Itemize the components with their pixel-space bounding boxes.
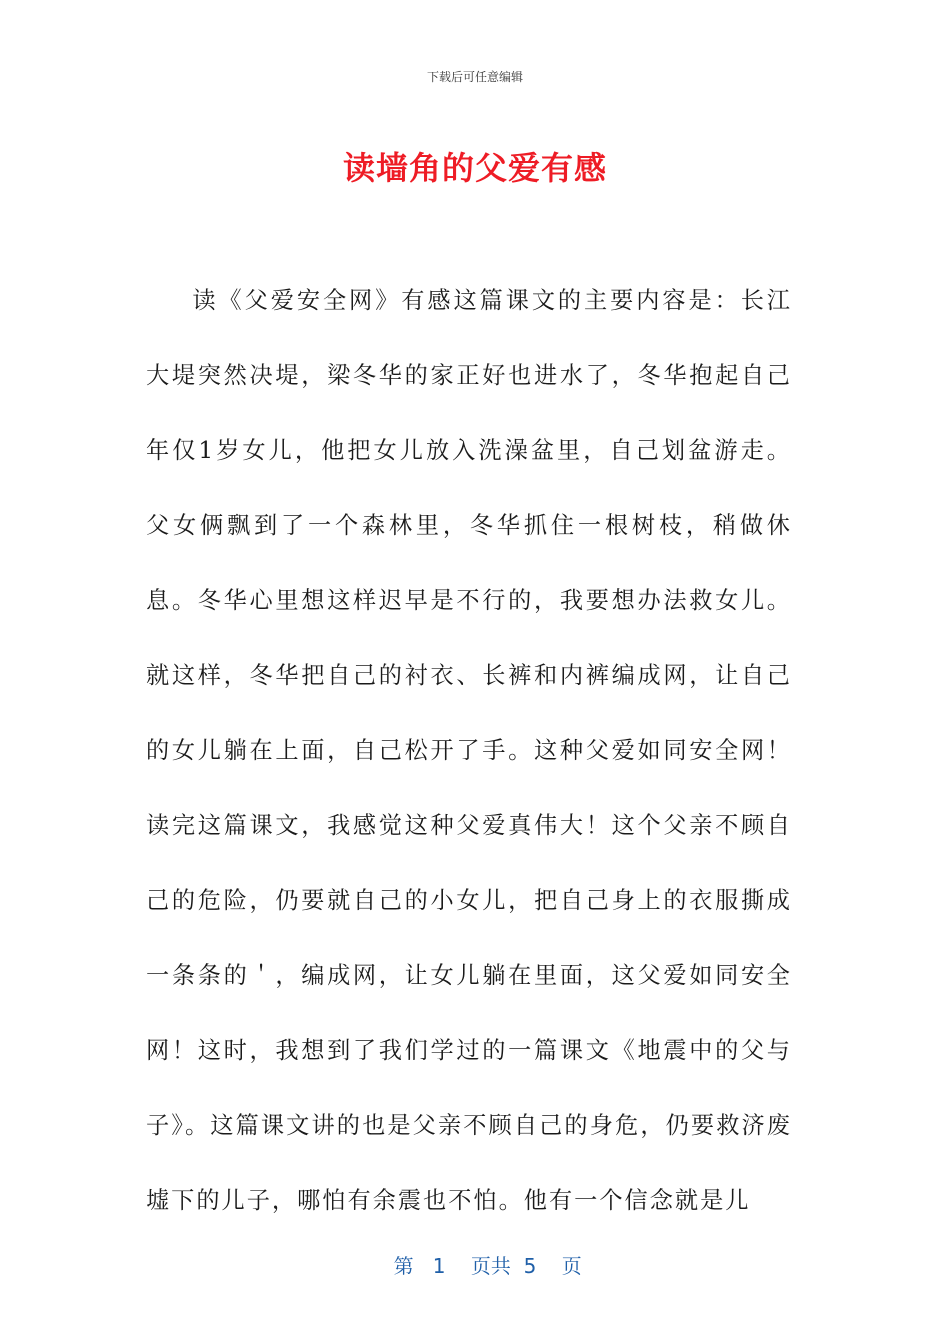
footer-prefix: 第 [393,1254,414,1278]
footer-middle: 页共 [470,1254,511,1278]
footer-current-page: 1 [432,1254,446,1278]
footer-suffix: 页 [561,1254,582,1278]
body-paragraph: 读《父爱安全网》有感这篇课文的主要内容是：长江大堤突然决堤，梁冬华的家正好也进水了，冬华抱起自己年仅1岁女儿，他把女儿放入洗澡盆里，自己划盆游走。父女俩飘到了一个森林里，冬华抓住一根树枝，稍做休息。冬华心里想这样迟早是不行的，我要想办法救女儿。就这样，冬华把自己的衬衣、长裤和内裤编成网，让自己的女儿躺在上面，自己松开了手。这种父爱如同安全网！读完这篇课文，我感觉这种父爱真伟大！这个父亲不顾自己的危险，仍要就自己的小女儿，把自己身上的衣服撕成一条条的＇，编成网，让女儿躺在里面，这父爱如同安全网！这时，我想到了我们学过的一篇课文《地震中的父与子》。这篇课文讲的也是父亲不顾自己的身危，仍要救济废墟下的儿子，哪怕有余震也不怕。他有一个信念就是儿 [146,287,792,1214]
page-footer [0,1226,950,1303]
document-title: 读墙角的父爱有感 [342,149,607,187]
footer-total-pages: 5 [523,1254,537,1278]
header-note: 下载后可任意编辑 [426,70,523,84]
